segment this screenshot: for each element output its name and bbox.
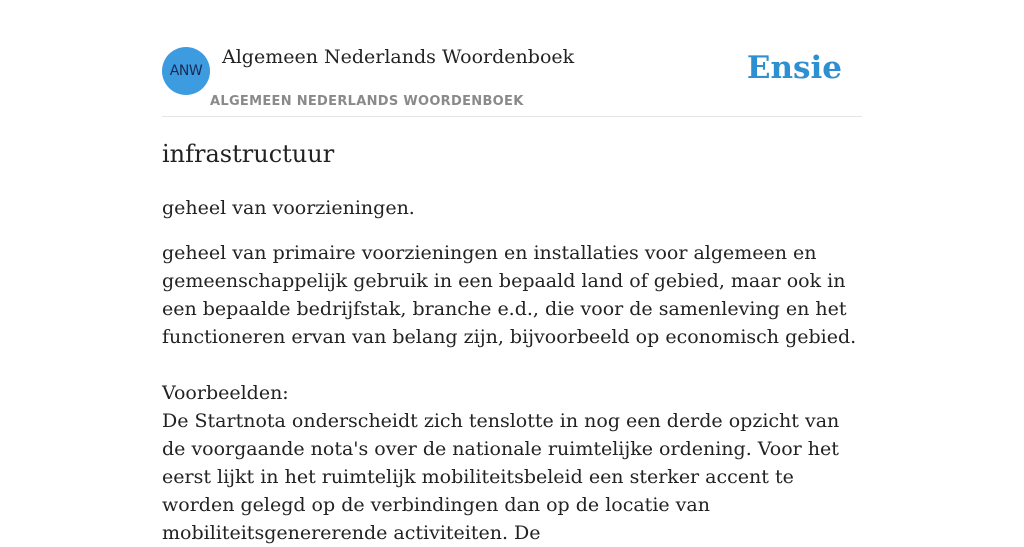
source-subtitle: ALGEMEEN NEDERLANDS WOORDENBOEK (210, 94, 524, 109)
long-definition: geheel van primaire voorzieningen en installaties voor algemeen en gemeenschappelijk gebruik in een bepaald land of gebied, maar ook in een bepaalde bedrijfstak, branche e.d., die voor de samenleving en het functioneren ervan van belang zijn, bijvoorbeeld op economisch gebied. (162, 242, 857, 348)
short-definition: geheel van voorzieningen. (162, 197, 415, 219)
entry-term: infrastructuur (162, 140, 335, 168)
source-logo-text: ANW (169, 63, 203, 79)
source-logo[interactable] (162, 47, 210, 95)
example-text: De Startnota onderscheidt zich tenslotte in nog een derde opzicht van de voorgaande nota's over de nationale ruimtelijke ordening. Voor het eerst lijkt in het ruimtelijk mobiliteitsbeleid een sterker accent te worden gelegd op de verbindingen dan op de locatie van mobiliteitsgenererende activiteiten. De (162, 410, 840, 544)
source-header (162, 0, 862, 117)
brand-logo[interactable]: Ensie (746, 50, 842, 86)
examples-label: Voorbeelden: (162, 382, 289, 404)
source-title[interactable]: Algemeen Nederlands Woordenboek (222, 46, 575, 68)
entry-card (162, 0, 862, 544)
